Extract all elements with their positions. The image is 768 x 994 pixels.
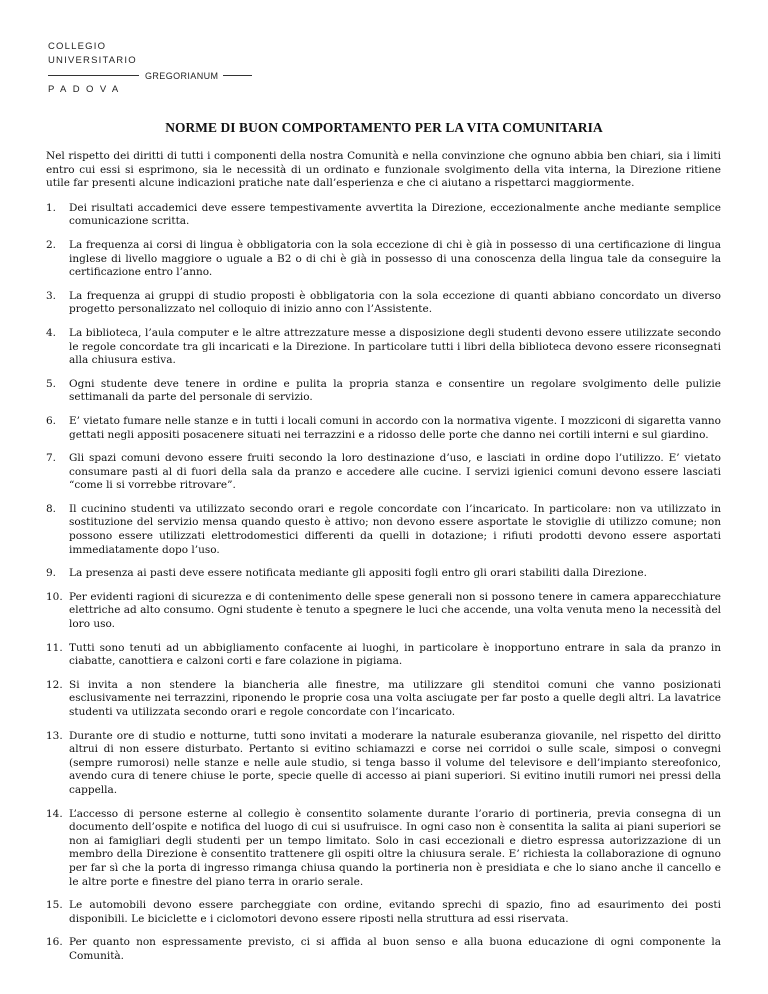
rule-item — [46, 327, 721, 368]
rule-text: Tutti sono tenuti ad un abbigliamento confacente ai luoghi, in particolare è inopportuno entrare in sala da pranzo in ciabatte, canottiera e calzoni corti e fare colazione in pigiama. — [69, 641, 721, 668]
document-title: NORME DI BUON COMPORTAMENTO PER LA VITA COMUNITARIA — [165, 120, 603, 135]
letterhead-name: GREGORIANUM — [145, 70, 219, 81]
rule-number: 15. — [46, 899, 63, 912]
rule-item — [46, 202, 721, 229]
rule-item — [46, 936, 721, 963]
rule-number: 13. — [46, 729, 63, 742]
rule-number: 6. — [46, 414, 57, 427]
rule-number: 1. — [46, 201, 57, 214]
rule-item — [46, 642, 721, 669]
rule-number: 11. — [46, 641, 63, 654]
intro-paragraph: Nel rispetto dei diritti di tutti i componenti della nostra Comunità e nella convinzione che ognuno abbia ben chiari, sia i limiti entro cui essi si esprimono, sia le necessità di un ordinato e funzionale svolgimento della vita interna, la Direzione ritiene utile far presenti alcune indicazioni pratiche nate dall’esperienza e che ci aiutano a rispettarci maggiormente. — [46, 150, 721, 190]
rule-item — [46, 679, 721, 720]
letterhead-city: PADOVA — [48, 84, 125, 95]
rule-number: 14. — [46, 807, 63, 820]
rule-item — [46, 239, 721, 280]
letterhead-rule-right — [223, 75, 252, 76]
rule-item — [46, 290, 721, 317]
rules-list — [46, 202, 721, 964]
document-body — [46, 150, 721, 974]
rule-text: La presenza ai pasti deve essere notificata mediante gli appositi fogli entro gli orari stabiliti dalla Direzione. — [69, 567, 647, 580]
letterhead — [48, 40, 252, 97]
rule-number: 4. — [46, 326, 57, 339]
letterhead-line-2: UNIVERSITARIO — [48, 55, 137, 66]
rule-text: Durante ore di studio e notturne, tutti sono invitati a moderare la naturale esuberanza giovanile, nel rispetto del diritto altrui di non essere disturbato. Pertanto si evitino schiamazzi e corse nei corridoi o sulle scale, simposi o convegni (sempre rumorosi) nelle stanze e nelle aule studio, si tenga basso il volume del televisore e dell’impianto stereofonico, avendo cura di tenere chiuse le porte, specie quelle di accesso ai piani superiori. Si evitino inutili rumori nei pressi della cappella. — [69, 729, 721, 796]
rule-text: Le automobili devono essere parcheggiate con ordine, evitando sprechi di spazio, fino ad esaurimento dei posti disponibili. Le biciclette e i ciclomotori devono essere riposti nella struttura ad essi riservata. — [69, 899, 721, 925]
rule-item — [46, 899, 721, 926]
rule-text: Gli spazi comuni devono essere fruiti secondo la loro destinazione d’uso, e lasciati in ordine dopo l’utilizzo. E’ vietato consumare pasti al di fuori della sala da pranzo e accedere alle cucine. I servizi igienici comuni devono essere lasciati “come li si vorrebbe ritrovare”. — [69, 452, 721, 492]
rule-text: Si invita a non stendere la biancheria alle finestre, ma utilizzare gli stenditoi comuni che vanno posizionati esclusivamente nei terrazzini, riponendo le proprie cosa una volta asciugate per far posto a quelle degli altri. La lavatrice studenti va utilizzata secondo orari e regole concordate con l’incaricato. — [69, 678, 721, 718]
rule-number: 12. — [46, 678, 63, 691]
rule-item — [46, 452, 721, 493]
rule-number: 3. — [46, 289, 57, 302]
rule-item — [46, 415, 721, 442]
rule-number: 10. — [46, 590, 63, 603]
rule-text: Ogni studente deve tenere in ordine e pulita la propria stanza e consentire un regolare svolgimento delle pulizie settimanali da parte del personale di servizio. — [69, 377, 721, 404]
rule-text: La frequenza ai gruppi di studio proposti è obbligatoria con la sola eccezione di quanti abbiano concordato un diverso progetto personalizzato nel colloquio di inizio anno con l’Assistente. — [69, 289, 721, 316]
rule-item — [46, 808, 721, 890]
letterhead-rule-left — [48, 75, 139, 76]
rule-number: 16. — [46, 936, 63, 949]
rule-text: La frequenza ai corsi di lingua è obbligatoria con la sola eccezione di chi è già in possesso di una certificazione di lingua inglese di livello maggiore o uguale a B2 o di chi è già in possesso di una conoscenza della lingua tale da conseguire la certificazione entro l’anno. — [69, 238, 721, 279]
rule-text: E’ vietato fumare nelle stanze e in tutti i locali comuni in accordo con la normativa vigente. I mozziconi di sigaretta vanno gettati negli appositi posacenere situati nei terrazzini e a ridosso delle porte che danno nei cortili interni e sul giardino. — [69, 414, 721, 441]
rule-text: Per quanto non espressamente previsto, ci si affida al buon senso e alla buona educazione di ogni componente la Comunità. — [69, 936, 721, 962]
rule-item — [46, 567, 721, 581]
rule-text: L’accesso di persone esterne al collegio è consentito solamente durante l’orario di portineria, previa consegna di un documento dell’ospite e notifica del luogo di cui si usufruisce. In ogni caso non è consentita la salita ai piani superiori se non ai famigliari degli studenti per un tempo limitato. Solo in casi eccezionali e dietro espressa autorizzazione di un membro della Direzione è consentito trattenere gli ospiti oltre la chiusura serale. E’ richiesta la collaborazione di ognuno per far sì che la porta di ingresso rimanga chiusa quando la portineria non è presidiata e che lo siano anche il cancello e le altre porte e finestre del piano terra in orario serale. — [69, 807, 721, 888]
rule-text: Il cucinino studenti va utilizzato secondo orari e regole concordate con l’incaricato. In particolare: non va utilizzato in sostituzione del servizio mensa quando questo è attivo; non devono essere asportate le stoviglie di utilizzo comune; non possono essere utilizzati elettrodomestici differenti da quelli in dotazione; i rifiuti prodotti devono essere asportati immediatamente dopo l’uso. — [69, 502, 721, 556]
rule-number: 9. — [46, 567, 57, 580]
rule-item — [46, 378, 721, 405]
rule-item — [46, 591, 721, 632]
rule-text: Dei risultati accademici deve essere tempestivamente avvertita la Direzione, eccezionalmente anche mediante semplice comunicazione scritta. — [69, 201, 721, 228]
rule-number: 7. — [46, 452, 57, 465]
rule-number: 5. — [46, 377, 57, 390]
letterhead-line-1: COLLEGIO — [48, 41, 107, 52]
rule-number: 8. — [46, 502, 57, 515]
rule-number: 2. — [46, 238, 57, 251]
letterhead-name-row — [48, 69, 252, 82]
rule-item — [46, 730, 721, 798]
rule-text: La biblioteca, l’aula computer e le altre attrezzature messe a disposizione degli studenti devono essere utilizzate secondo le regole concordate tra gli incaricati e la Direzione. In particolare tutti i libri della biblioteca devono essere riconsegnati alla chiusura estiva. — [69, 326, 721, 367]
rule-item — [46, 503, 721, 557]
rule-text: Per evidenti ragioni di sicurezza e di contenimento delle spese generali non si possono tenere in camera apparecchiature elettriche ad alto consumo. Ogni studente è tenuto a spegnere le luci che accende, una volta venuta meno la necessità del loro uso. — [69, 590, 722, 631]
